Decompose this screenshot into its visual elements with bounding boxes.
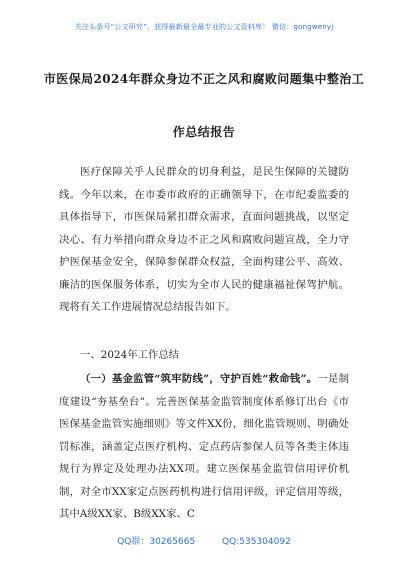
fund-supervision-body: 一是制度建设“夯基垒台”。完善医保基金监管制度体系修订出台《市医保基金监管实施细则》等文件XX份，细化监管规则、明确处罚标准，涵盖定点医疗机构、定点药店参保人员等各类主体违规行为界定及处理办法XX项。建立医保基金监管信用评价机制，对全市XX家定点医药机构进行信用评级，评定信用等级，其中A级XX家、B级XX家、C (59, 373, 350, 520)
fund-supervision-paragraph (59, 368, 349, 526)
footer-qq-group: QQ群：30265665 (117, 537, 196, 547)
section-heading-work-summary: 一、2024年工作总结 (80, 349, 180, 361)
document-title-line-1: 市医保局2024年群众身边不正之风和腐败问题集中整治工 (43, 72, 365, 86)
top-banner: 关注头条号“公文研究”，获得最新最全最专业的公文资料库！ 微信：gongwenyj (74, 23, 334, 31)
footer-qq: QQ:535304092 (222, 537, 291, 547)
footer-contact (0, 534, 408, 547)
fund-supervision-heading: （一）基金监管“筑牢防线”，守护百姓“救命钱”。 (80, 373, 318, 385)
intro-paragraph: 医疗保障关乎人民群众的切身利益，是民生保障的关键防线。今年以来，在市委市政府的正确领导下，在市纪委监委的具体指导下，市医保局紧扣群众需求，直面问题挑战，以坚定决心、有力举措向群众身边不正之风和腐败问题宣战，全力守护医保基金安全，保障参保群众权益，全面构建公平、高效、廉洁的医保服务体系，切实为全市人民的健康福祉保驾护航。现将有关工作进展情况总结报告如下。 (59, 166, 349, 313)
document-title-line-2: 作总结报告 (172, 125, 236, 139)
